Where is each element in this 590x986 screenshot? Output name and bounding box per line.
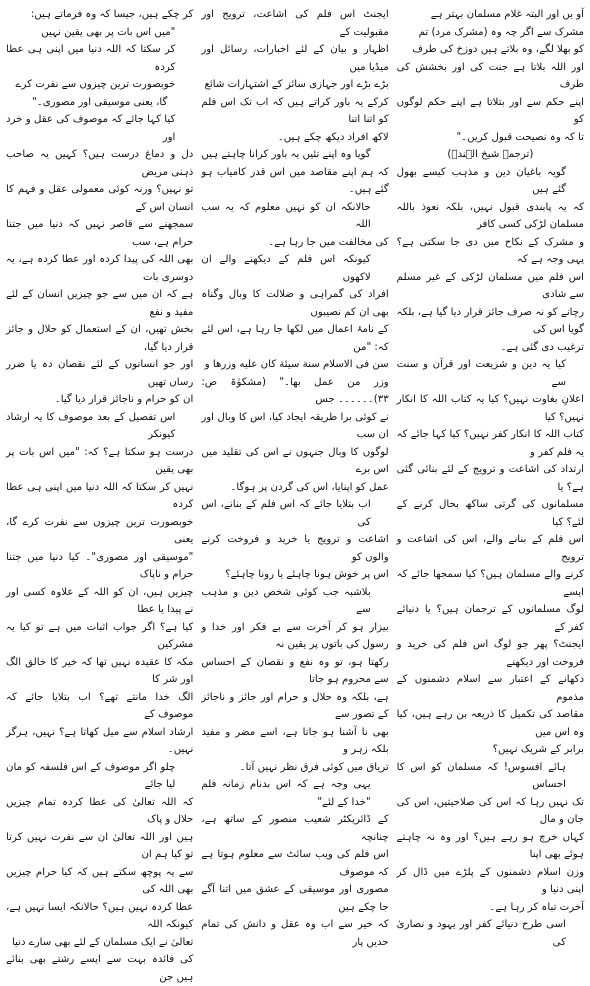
text-line: کیا ہے؟ اگر جواب اثبات میں ہے تو کیا یہ مشرکین [6,621,194,650]
text-line: مشرک سے اگر چہ وہ (مشرک مرد) تم [418,26,584,38]
text-line: اور جو انسانوں کے لئے نقصان دہ یا ضرر رساں تھیں [6,359,194,388]
text-line: اس فلم کے بنانے والے، اس کی اشاعت و ترویج [396,534,584,563]
text-line: اپنے حکم سے اور بتلاتا ہے اپنے حکم لوگوں کو [396,96,584,125]
text-line: کر سکتا کہ اللہ دنیا میں اپنی ہی عطا کردہ [6,44,176,73]
text-line: برابر کے شریک نہیں؟ [492,744,584,755]
text-line: ہے کہ ان میں سے جو چیزیں انسان کے لئے مفید و نفع [6,289,194,318]
text-line: لوگوں کا وبال جنہوں نے اس کی تقلید میں اس برے [201,446,389,475]
text-line: ارشاد اسلام سے میل کھاتا ہے؟ نہیں، ہرگز نہیں۔ [6,726,194,755]
text-line: مصوری اور موسیقی کے عشق میں اتنا آگے جا چکے ہیں [201,884,389,913]
text-line: مسلمانوں کی گرتی ساکھ بحال کرنے کے لئے؟ کیا [396,499,584,528]
text-line: ہے، بلکہ وہ حلال و حرام اور جائز و ناجائز کے تصور سے [201,691,389,720]
text-line: گا، یعنی موسیقی اور مصوری۔" [32,96,168,108]
text-line: ایجنٹ اس فلم کی اشاعت، ترویج اور مقبولیت کے [201,9,389,38]
text-line: افراد کی گمراہی و ضلالت کا وبال وگناہ بھی ان کم نصیبوں [201,289,389,318]
text-line: وزر من عمل بها۔" (مشکوٰۃ ص: ۳۳)۔۔۔۔۔۔ جس [201,376,389,405]
text-line: کہ ہم اپنے مقاصد میں اس قدر کامیاب ہو گئے ہیں۔ [201,166,389,195]
text-line: کہاں خرچ ہو رہے ہیں؟ اور وہ نہ چاہتے ہوئے بھی اپنا [396,831,584,860]
text-line: چیزیں ہیں، ان کو اللہ کے علاوہ کسی اور نے پیدا یا عطا [6,586,194,615]
text-line: تو نہیں؟ ورنہ کوئی معمولی عقل و فہم کا انسان اس کے [6,184,194,213]
text-line: رچانے کو نہ صرف جائز قرار دیا گیا ہے، بلکہ گویا اس کی [396,306,584,335]
text-line: عطا کردہ نہیں ہیں؟ حالانکہ ایسا نہیں ہے، کیونکہ اللہ [6,901,194,930]
text-line: گویہ باغیان دین و مذہب کیسے بھول گئے ہیں [396,166,566,195]
text-line: کی فائدہ بہت سے ایسے رشتے بھی بنائے ہیں جن [6,954,194,983]
text-line: بھی نا آشنا ہو جاتا ہے، اسے مضر و مفید بلکہ زہر و [201,726,389,755]
text-line: اب بتلایا جائے کہ اس فلم کے بنانے، اس کی [201,499,371,528]
text-line: آخرت تباہ کر رہا ہے۔ [489,901,584,913]
text-line: سمجھنے سے قاصر نہیں کہ دنیا میں جتنا حرام ہے، سب [6,219,194,248]
text-line: تک نہیں رہا کہ اس کی صلاحیتیں، اس کی جان و مال [396,796,584,825]
text-line: کر چکے ہیں، جیسا کہ وہ فرماتے ہیں: [30,9,194,20]
text-line: ارتداد کی اشاعت و ترویج کے لئے بنائی گئی ہے؟ یا [396,464,584,493]
text-line: دل و دماغ درست ہیں؟ کہیں یہ صاحب ذہنی مریض [6,149,194,178]
text-line: الگ خدا مانتے تھے؟ اب بتلایا جائے کہ موصوف کے [6,691,194,720]
text-line: کرنے والے مسلمان ہیں؟ کیا سمجھا جائے کہ ایسے [396,569,584,598]
text-line: دکھانے کے اعتبار سے اسلام دشمنوں کے مذموم [396,674,584,703]
text-line: اور اللہ بلاتا ہے جنت کی اور بخشش کی طرف [396,61,584,90]
text-line: کو بھلا لگے، وہ بلاتے ہیں دوزخ کی طرف [412,44,584,55]
text-line: بیزار ہو کر آخرت سے بے فکر اور خدا و رسول کی باتوں پر یقین نہ [201,621,389,650]
text-line: آو یں اور البتہ غلام مسلمان بہتر ہے [430,9,584,20]
text-line: مکہ کا عقیدہ نہیں تھا کہ خیر کا خالق الگ اور شر کا [6,656,194,685]
text-line: کے ڈائریکٹر شعیب منصور کے ساتھ ہے، چنانچہ [201,814,389,843]
text-line: اعلانِ بغاوت نہیں؟ کیا یہ کتاب اللہ کا انکار نہیں؟ کیا [396,394,584,423]
text-line: چلو اگر موصوف کے اس فلسفہ کو مان لیا جائے [6,761,176,790]
text-line: کیا یہ دین و شریعت اور قرآن و سنت سے [396,359,566,388]
text-line: حالانکہ ان کو نہیں معلوم کہ یہ سب اللہ [201,201,371,230]
text-line: تریاق میں کوئی فرق نظر نہیں آتا۔ [239,761,389,773]
text-line: "موسیقی اور مصوری"۔ کیا دنیا میں جتنا حرام و ناپاک [6,551,194,580]
text-column-middle [201,6,389,948]
text-line: ترغیب دی گئی ہے۔ [500,341,584,353]
text-line: کے نامۂ اعمال میں لکھا جا رہا ہے، اس لئے کہ: "من [201,324,389,353]
text-line: خوبصورت ترین چیزوں سے نفرت کرے گا، یعنی [6,516,194,545]
text-line: یہی وجہ ہے کہ اس بدنام زمانہ فلم "خدا کے لئے" [201,779,371,808]
text-line: ہیں اور اللہ تعالیٰ ان سے نفرت نہیں کرتا تو کیا ہم ان [6,831,194,860]
text-line: سن فی الاسلام سنة سیئة کان علیه وزرها و [204,359,389,370]
text-line: کہ یہ پابندی قبول نہیں، بلکہ نعوذ باللہ مسلمان لڑکی کسی کافر [396,201,584,230]
text-line: کیونکہ اس فلم کے دیکھنے والے ان لاکھوں [201,254,371,283]
text-line: کی مخالفت میں جا رہا ہے۔ [268,236,389,248]
text-line: لوگ مسلمانوں کے ترجمان ہیں؟ یا دنیائے کفر کے [396,604,584,633]
text-line: کہ اللہ تعالیٰ کی عطا کردہ تمام چیزیں حلال و پاک [6,796,194,825]
text-line: ان کو حرام و ناجائز قرار دیا گیا۔ [54,394,194,405]
text-column-left [6,6,194,983]
text-line: کہ خیر سے اب وہ عقل و دانش کی تمام حدیں پار [201,919,389,948]
text-line: عمل کو اپنایا، اس کی گردن پر ہوگا۔ [230,481,389,493]
text-line: بخش تھیں، ان کے استعمال کو حلال و جائز قرار دیا گیا، [6,324,194,353]
text-line: کتاب اللہ کا انکار کفر نہیں؟ کیا کہا جائے کہ یہ فلم کفر و [396,429,584,458]
text-line: کرکے یہ باور کراتے ہیں کہ اب تک اس فلم کو اتنا اتنا [201,96,389,125]
text-line: اشاعت و ترویج یا خرید و فروخت کرنے والوں کو [201,534,389,563]
text-line: سے یہ پوچھ سکتے ہیں کہ کیا حرام چیزیں بھی اللہ کی [6,866,194,895]
text-line: "میں اس بات پر بھی یقین نہیں [41,26,176,38]
text-line: وزن اسلام دشمنوں کے پلڑے میں ڈال کر اپنی دنیا و [396,866,584,895]
text-line: اس تفصیل کے بعد موصوف کا یہ ارشاد کیونکر [6,411,176,440]
text-line: خوبصورت ترین چیزوں سے نفرت کرے [15,79,176,90]
text-column-right [396,6,584,948]
text-line: بلاشبہ جب کوئی شخص دین و مذہب سے [201,586,371,615]
text-line: کیا کہا جائے کہ موصوف کی عقل و خرد اور [6,114,176,143]
text-line: تا کہ وہ نصیحت قبول کریں۔" [456,131,584,143]
text-line: درست ہو سکتا ہے؟ کہ: "میں اس بات پر بھی یقین [6,446,194,475]
text-line: اس فلم میں مسلمان لڑکی کے غیر مسلم سے شادی [396,271,584,300]
text-line: اظہار و بیان کے لئے اخبارات، رسائل اور میڈیا میں [201,44,389,73]
text-line: ایجنٹ؟ پھر جو لوگ اس فلم کی خرید و فروخت اور دیکھنے [396,639,584,668]
text-line: لاکھ افراد دیکھ چکے ہیں۔ [277,131,389,143]
text-line: تعالیٰ نے ایک مسلمان کے لئے بھی سارے دنیا [11,936,194,948]
text-line: اس فلم کی ویب سائٹ سے معلوم ہوتا ہے کہ موصوف [201,849,389,878]
text-line: و مشرک کے نکاح میں دی جا سکتی ہے؟ یہی وجہ ہے کہ [396,236,584,265]
text-line: اس پر خوش ہونا چاہئے یا رونا چاہئے؟ [225,569,389,580]
text-line: رکھتا ہو، تو وہ نفع و نقصان کے احساس سے محروم ہو جاتا [201,656,389,685]
text-line: مقاصد کی تکمیل کا ذریعہ بن رہے ہیں، کیا وہ اس میں [396,709,584,738]
text-line: (ترجمہ شیخ الہندؒ) [447,149,534,160]
text-line: گویا وہ اپنے تئیں یہ باور کرانا چاہتے ہیں [201,149,371,160]
text-line: اسی طرح دنیائے کفر اور یہود و نصاریٰ کی [396,919,566,948]
text-line: نے کوئی برا طریقہ ایجاد کیا، اس کا وبال اور ان سب [201,411,389,440]
text-line: ہائے افسوس! کہ مسلمان کو اس کا احساس [396,761,566,790]
text-line: بڑے بڑے اور جہازی سائز کے اشتہارات شائع [204,79,389,90]
text-line: نہیں کر سکتا کہ اللہ دنیا میں اپنی ہی عطا کردہ [6,481,194,510]
text-line: بھی اللہ کی پیدا کردہ اور عطا کردہ ہے، یہ دوسری بات [6,254,194,283]
